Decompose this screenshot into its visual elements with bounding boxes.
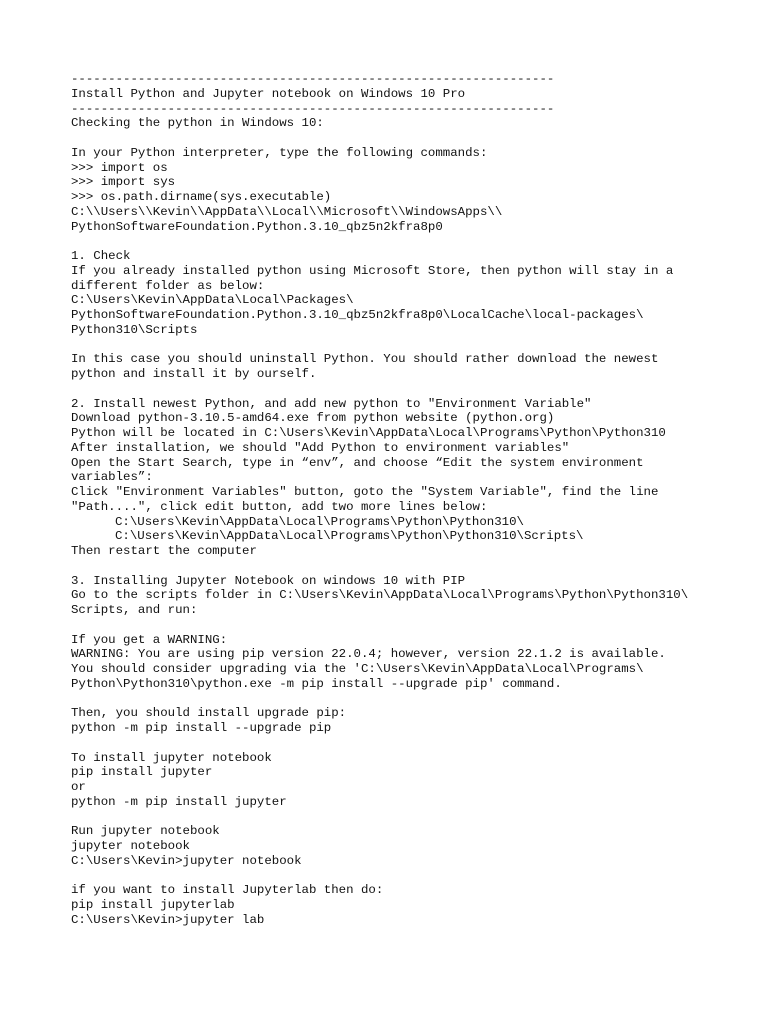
blank-line [71,810,768,825]
text-line: python and install it by ourself. [71,367,317,381]
text-line: variables”: [71,470,153,485]
code-line: C:\Users\Kevin>jupyter notebook [71,853,302,868]
blank-line [71,736,768,751]
intro-heading: Checking the python in Windows 10: [71,116,324,131]
text-line: Python\Python310\python.exe -m pip install --upgrade pip' command. [71,676,562,691]
code-line: >>> import sys [71,175,176,190]
text-line: or [71,780,86,794]
code-line: python -m pip install --upgrade pip [71,721,332,735]
blank-line [71,382,768,397]
blank-line [71,618,768,633]
blank-line [71,869,768,884]
text-line: Go to the scripts folder in C:\Users\Kevin\AppData\Local\Programs\Python\Python310\ [71,588,689,603]
text-line: "Path....", click edit button, add two more lines below: [71,499,488,514]
text-line: if you want to install Jupyterlab then do: [71,883,384,898]
text-line: You should consider upgrading via the 'C:\Users\Kevin\AppData\Local\Programs\ [71,662,644,676]
section-1-heading: 1. Check [71,249,131,263]
path-line: Python310\Scripts [71,322,198,337]
text-line: Then, you should install upgrade pip: [71,706,347,721]
code-output: PythonSoftwareFoundation.Python.3.10_qbz5n2kfra8p0 [71,219,443,234]
intro-instructions: In your Python interpreter, type the following commands: [71,145,488,160]
text-line: WARNING: You are using pip version 22.0.4; however, version 22.1.2 is available. [71,647,666,662]
text-line: Run jupyter notebook [71,824,220,839]
code-line: jupyter notebook [71,839,190,853]
code-line: pip install jupyter [71,765,213,780]
path-line: C:\Users\Kevin\AppData\Local\Packages\ [71,293,354,308]
code-line: pip install jupyterlab [71,898,235,912]
path-line: C:\Users\Kevin\AppData\Local\Programs\Python\Python310\Scripts\ [115,529,584,544]
section-2-heading: 2. Install newest Python, and add new python to "Environment Variable" [71,396,592,411]
code-line: C:\Users\Kevin>jupyter lab [71,912,265,927]
blank-line [71,692,768,707]
document-title: Install Python and Jupyter notebook on Windows 10 Pro [71,86,466,101]
text-line: If you get a WARNING: [71,632,228,647]
text-line: Scripts, and run: [71,603,198,617]
text-line: different folder as below: [71,278,265,293]
code-output: C:\\Users\\Kevin\\AppData\\Local\\Microsoft\\WindowsApps\\ [71,204,503,219]
bottom-rule: ----------------------------------------------------------------- [71,101,555,116]
blank-line [71,131,768,146]
blank-line [71,338,768,353]
text-line: In this case you should uninstall Python. You should rather download the newest [71,352,659,367]
code-line: >>> os.path.dirname(sys.executable) [71,190,332,204]
text-line: Click "Environment Variables" button, goto the "System Variable", find the line [71,485,659,499]
document-page [71,72,768,928]
path-line: C:\Users\Kevin\AppData\Local\Programs\Python\Python310\ [115,514,524,529]
blank-line [71,559,768,574]
code-line: >>> import os [71,160,168,175]
top-rule: ----------------------------------------------------------------- [71,72,555,86]
text-line: After installation, we should "Add Python to environment variables" [71,440,570,455]
text-line: Python will be located in C:\Users\Kevin\AppData\Local\Programs\Python\Python310 [71,426,666,440]
text-line: Open the Start Search, type in “env”, and choose “Edit the system environment [71,455,644,470]
text-line: To install jupyter notebook [71,750,272,765]
section-3-heading: 3. Installing Jupyter Notebook on windows 10 with PIP [71,573,466,588]
text-line: Download python-3.10.5-amd64.exe from python website (python.org) [71,411,555,426]
text-line: If you already installed python using Microsoft Store, then python will stay in a [71,263,674,278]
code-line: python -m pip install jupyter [71,794,287,809]
path-line: PythonSoftwareFoundation.Python.3.10_qbz5n2kfra8p0\LocalCache\local-packages\ [71,308,644,322]
text-line: Then restart the computer [71,544,257,558]
blank-line [71,234,768,249]
